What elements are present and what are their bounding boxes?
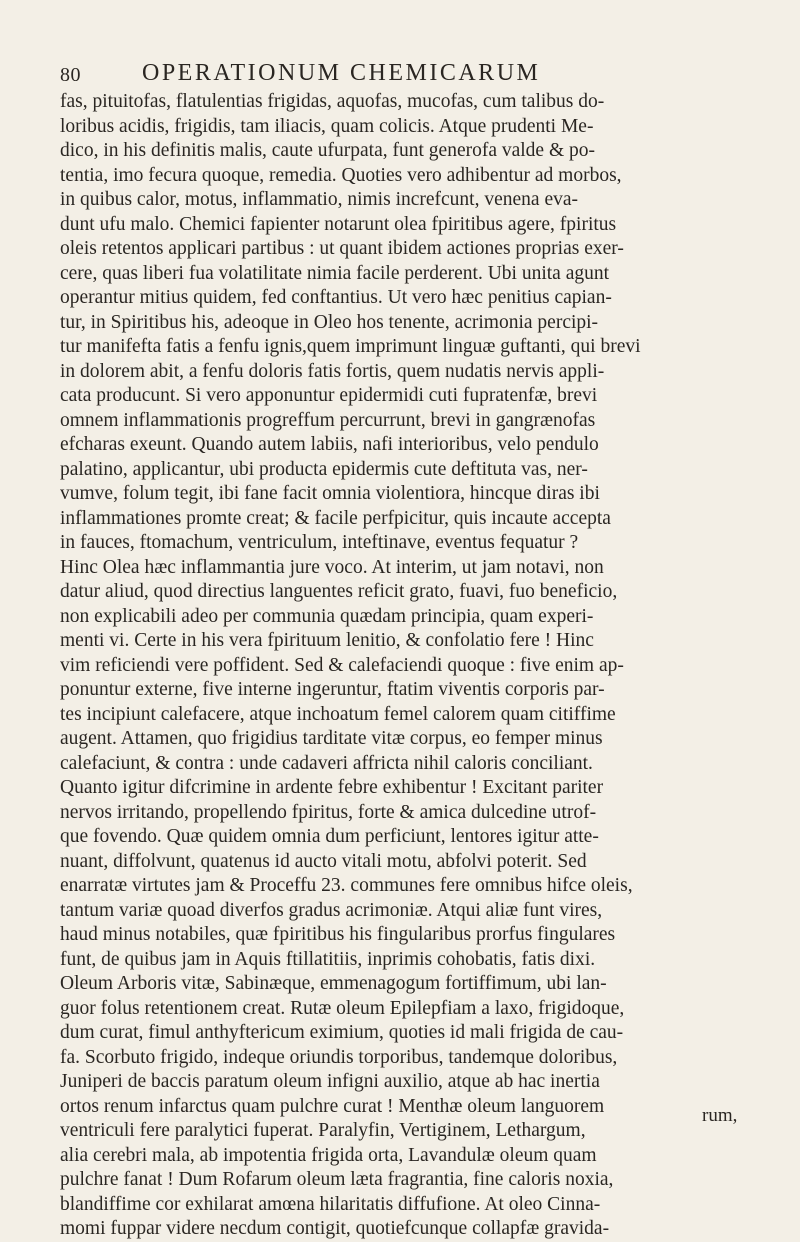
text-line: ortos renum infarctus quam pulchre curat ! Menthæ oleum languorem [60, 1095, 605, 1117]
text-line: augent. Attamen, quo frigidius tarditate vitæ corpus, eo femper minus [60, 728, 603, 749]
text-line: palatino, applicantur, ubi producta epidermis cute deftituta vas, ner- [60, 458, 588, 480]
text-line: pulchre fanat ! Dum Rofarum oleum læta fragrantia, fine caloris noxia, [60, 1169, 614, 1190]
page-header [60, 60, 740, 90]
text-line: efcharas exeunt. Quando autem labiis, nafi interioribus, velo pendulo [60, 434, 599, 455]
text-line: fa. Scorbuto frigido, indeque oriundis torporibus, tandemque doloribus, [60, 1046, 618, 1068]
text-line: inflammationes promte creat; & facile perfpicitur, quis incaute accepta [60, 507, 611, 529]
text-line: Juniperi de baccis paratum oleum infigni auxilio, atque ab hac inertia [60, 1071, 600, 1092]
text-line: vim reficiendi vere poffident. Sed & calefaciendi quoque : five enim ap- [60, 654, 624, 676]
text-line: vumve, folum tegit, ibi fane facit omnia violentiora, hincque diras ibi [60, 483, 600, 504]
text-line: tur, in Spiritibus his, adeoque in Oleo hos tenente, acrimonia percipi- [60, 311, 599, 333]
text-line: tantum variæ quoad diverfos gradus acrimoniæ. Atqui aliæ funt vires, [60, 899, 603, 921]
body-text [60, 90, 750, 1242]
text-line: Quanto igitur difcrimine in ardente febre exhibentur ! Excitant pariter [60, 777, 604, 798]
text-line: guor folus retentionem creat. Rutæ oleum Epilepfiam a laxo, frigidoque, [60, 997, 625, 1019]
text-line: tes incipiunt calefacere, atque inchoatum femel calorem quam citiffime [60, 703, 616, 725]
text-line: ventriculi fere paralytici fuperat. Paralyfin, Vertiginem, Lethargum, [60, 1120, 586, 1141]
running-head: OPERATIONUM CHEMICARUM [142, 60, 541, 86]
text-line: dico, in his definitis malis, caute ufurpata, funt generofa valde & po- [60, 140, 596, 161]
text-line: alia cerebri mala, ab impotentia frigida orta, Lavandulæ oleum quam [60, 1144, 597, 1166]
text-line: in dolorem abit, a fenfu doloris fatis fortis, quem nudatis nervis appli- [60, 360, 605, 382]
text-line: non explicabili adeo per communia quædam principia, quam experi- [60, 605, 594, 627]
text-line: dum curat, fimul anthyftericum eximium, quoties id mali frigida de cau- [60, 1022, 624, 1043]
text-line: tur manifefta fatis a fenfu ignis,quem imprimunt linguæ guftanti, qui brevi [60, 336, 641, 357]
text-line: Hinc Olea hæc inflammantia jure voco. At interim, ut jam notavi, non [60, 556, 604, 578]
text-line: fas, pituitofas, flatulentias frigidas, aquofas, mucofas, cum talibus do- [60, 91, 605, 112]
text-line: ponuntur externe, five interne ingeruntur, ftatim viventis corporis par- [60, 679, 605, 700]
text-line: calefaciunt, & contra : unde cadaveri affricta nihil caloris conciliant. [60, 752, 593, 774]
page-number: 80 [60, 64, 81, 86]
text-line: momi fuppar videre necdum contigit, quotiefcunque collapfæ gravida- [60, 1218, 610, 1239]
text-line: funt, de quibus jam in Aquis ftillatitiis, inprimis cohobatis, fatis dixi. [60, 948, 596, 970]
text-line: nuant, diffolvunt, quatenus id aucto vitali motu, abfolvi poterit. Sed [60, 850, 587, 872]
text-line: in quibus calor, motus, inflammatio, nimis increfcunt, venena eva- [60, 189, 578, 210]
catchword: rum, [702, 1105, 738, 1126]
text-line: nervos irritando, propellendo fpiritus, forte & amica dulcedine utrof- [60, 801, 597, 823]
text-line: haud minus notabiles, quæ fpiritibus his fingularibus prorfus fingulares [60, 924, 616, 945]
text-line: omnem inflammationis progreffum percurrunt, brevi in gangrænofas [60, 409, 596, 431]
text-line: loribus acidis, frigidis, tam iliacis, quam colicis. Atque prudenti Me- [60, 115, 594, 137]
text-line: enarratæ virtutes jam & Proceffu 23. communes fere omnibus hifce oleis, [60, 875, 633, 896]
text-line: datur aliud, quod directius languentes reficit grato, fuavi, fuo beneficio, [60, 581, 618, 602]
text-line: cere, quas liberi fua volatilitate nimia facile perderent. Ubi unita agunt [60, 262, 610, 284]
text-line: dunt ufu malo. Chemici fapienter notarunt olea fpiritibus agere, fpiritus [60, 213, 617, 235]
text-line: menti vi. Certe in his vera fpirituum lenitio, & confolatio fere ! Hinc [60, 630, 594, 651]
text-line: tentia, imo fecura quoque, remedia. Quoties vero adhibentur ad morbos, [60, 164, 622, 186]
text-line: blandiffime cor exhilarat amœna hilaritatis diffufione. At oleo Cinna- [60, 1193, 601, 1215]
text-line: que fovendo. Quæ quidem omnia dum perficiunt, lentores igitur atte- [60, 826, 599, 847]
text-line: in fauces, ftomachum, ventriculum, inteftinave, eventus fequatur ? [60, 532, 579, 553]
text-line: operantur mitius quidem, fed conftantius. Ut vero hæc penitius capian- [60, 287, 612, 308]
text-line: Oleum Arboris vitæ, Sabinæque, emmenagogum fortiffimum, ubi lan- [60, 973, 607, 994]
text-line: cata producunt. Si vero apponuntur epidermidi cuti fupratenfæ, brevi [60, 385, 598, 406]
text-line: oleis retentos applicari partibus : ut quant ibidem actiones proprias exer- [60, 238, 624, 259]
